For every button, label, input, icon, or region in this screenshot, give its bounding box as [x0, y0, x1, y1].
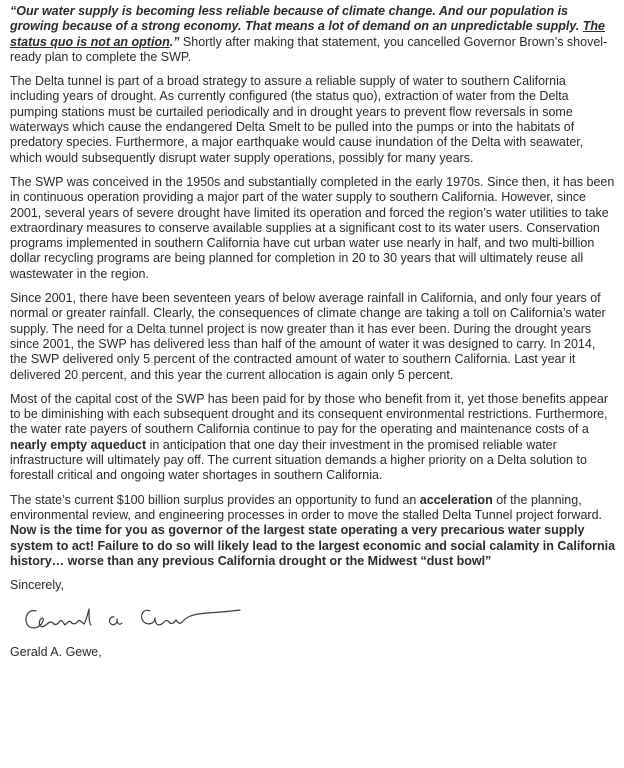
quote-close: .”: [169, 34, 180, 49]
signature-block: [10, 593, 616, 645]
surplus-text-a: The state’s current $100 billion surplus provides an opportunity to fund an: [10, 492, 420, 507]
capital-cost-text-c: in anticipation that one day their investment in the promised reliable water infrastructure will ultimately pay off. The current situation demands a higher priority on a Delta solution to forestall critical and ongoing water shortages in southern California.: [10, 437, 587, 483]
empty-aqueduct-emphasis: nearly empty aqueduct: [10, 437, 147, 452]
paragraph-surplus: [10, 493, 616, 569]
paragraph-opening-quote: [10, 4, 616, 65]
paragraph-capital-cost: [10, 392, 616, 484]
paragraph-swp-history: The SWP was conceived in the 1950s and substantially completed in the early 1970s. Since then, it has been in continuous operation providing a major part of the water supply to southern California. However, since 2001, several years of severe drought have limited its operation and forced the region’s water utilities to take extraordinary measures to conserve available supplies at a significant cost to its water users. Conservation programs implemented in southern California have cut urban water use nearly in half, and two multi-billion dollar recycling programs are being planned for completion in 20 to 30 years that will ultimately reuse all wastewater in the region.: [10, 174, 615, 281]
quote-followup: Shortly after making that statement, you cancelled Governor Brown’s shovel-ready plan to complete the SWP.: [10, 34, 608, 64]
paragraph-rainfall: Since 2001, there have been seventeen years of below average rainfall in California, and only four years of normal or greater rainfall. Clearly, the consequences of climate change are taking a toll on California’s water supply. The need for a Delta tunnel project is now greater than it has ever been. During the drought years since 2001, the SWP has delivered less than half of the amount of water it was designed to carry. In 2014, the SWP delivered only 5 percent of the contracted amount of water to southern California. Last year it delivered 20 percent, and this year the current allocation is again only 5 percent.: [10, 291, 606, 382]
quote-status-quo: The status quo is not an option: [10, 19, 606, 49]
surplus-text-c: of the planning, environmental review, and engineering processes in order to move the stalled Delta Tunnel project forward.: [10, 492, 602, 522]
call-to-action: Now is the time for you as governor of the largest state operating a very precarious water supply system to act! Failure to do so will likely lead to the largest economic and social calamity in California history… worse than any previous California drought or the Midwest “dust bowl”: [10, 523, 616, 568]
quote-text: “Our water supply is becoming less reliable because of climate change. And our population is growing because of a strong economy. That means a lot of demand on an unpredictable supply.: [10, 4, 583, 34]
capital-cost-text-a: Most of the capital cost of the SWP has been paid for by those who benefit from it, yet those benefits appear to be diminishing with each subsequent drought and its consequent environmental restrictions. Furthermore, the water rate payers of southern California continue to pay for the operating and maintenance costs of a: [10, 391, 609, 437]
signer-name: Gerald A. Gewe,: [10, 645, 102, 660]
handwritten-signature: [18, 599, 258, 639]
paragraph-delta-tunnel: The Delta tunnel is part of a broad strategy to assure a reliable supply of water to southern California including years of drought. As currently configured (the status quo), extraction of water from the Delta pumping stations must be curtailed periodically and in drought years to prevent flow reversals in some waterways which cause the endangered Delta Smelt to be pulled into the pumps or into the habitats of predatory species. Furthermore, a major earthquake would cause inundation of the Delta with seawater, which would subsequently disrupt water supply operations, possibly for many years.: [10, 74, 584, 165]
closing-salutation: Sincerely,: [10, 578, 64, 593]
acceleration-emphasis: acceleration: [419, 492, 493, 507]
